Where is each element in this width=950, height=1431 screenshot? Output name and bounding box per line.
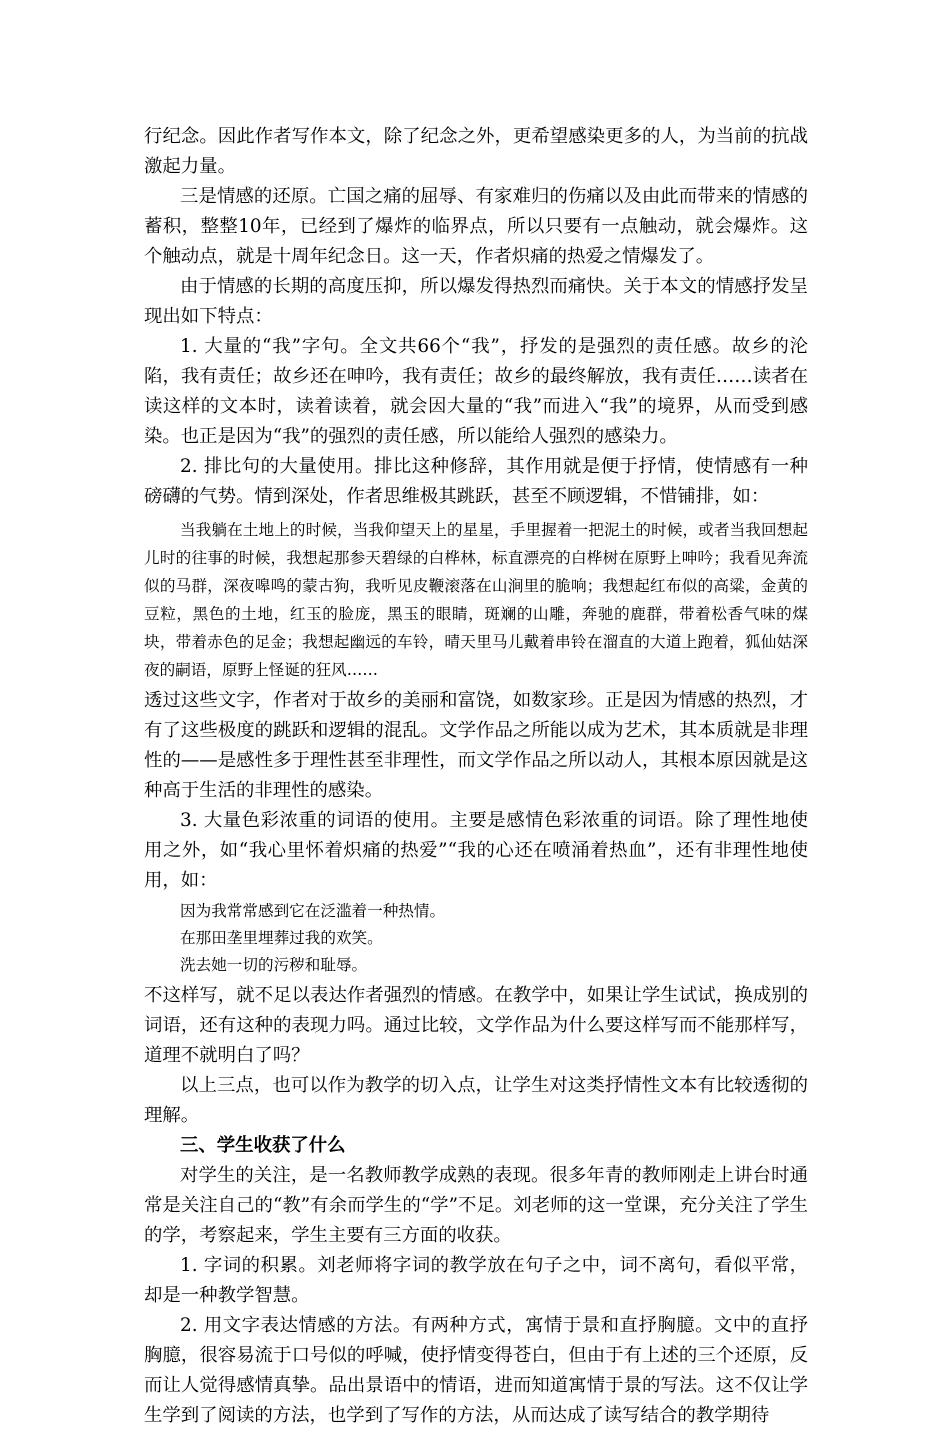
paragraph-2: 三是情感的还原。亡国之痛的屈辱、有家难归的伤痛以及由此而带来的情感的蓄积，整整10年，已经到了爆炸的临界点，所以只要有一点触动，就会爆炸。这个触动点，就是十周年纪念日。这一天，作者炽痛的热爱之情爆发了。 <box>144 186 808 267</box>
quote-line: 洗去她一切的污秽和耻辱。 <box>180 956 368 974</box>
quote-line: 因为我常常感到它在泛滥着一种热情。 <box>180 902 446 920</box>
paragraph-1: 行纪念。因此作者写作本文，除了纪念之外，更希望感染更多的人，为当前的抗战激起力量。 <box>144 126 808 177</box>
section-heading: 三、学生收获了什么 <box>180 1135 346 1156</box>
paragraph-4: 1. 大量的“我”字句。全文共66个“我”，抒发的是强烈的责任感。故乡的沦陷，我有责任；故乡还在呻吟，我有责任；故乡的最终解放，我有责任……读者在读这样的文本时，读着读着，就会因大量的“我”而进入“我”的境界，从而受到感染。也正是因为“我”的强烈的责任感，所以能给人强烈的感染力。 <box>144 336 808 447</box>
quote-block-2 <box>144 898 808 979</box>
paragraph-12: 2. 用文字表达情感的方法。有两种方式，寓情于景和直抒胸臆。文中的直抒胸臆，很容易流于口号似的呼喊，使抒情变得苍白，但由于有上述的三个还原，反而让人觉得感情真挚。品出景语中的情语，进而知道寓情于景的写法。这不仅让学生学到了阅读的方法，也学到了写作的方法，从而达成了读写结合的教学期待 <box>144 1315 808 1426</box>
paragraph-3: 由于情感的长期的高度压抑，所以爆发得热烈而痛快。关于本文的情感抒发呈现出如下特点： <box>144 276 808 327</box>
paragraph-11: 1. 字词的积累。刘老师将字词的教学放在句子之中，词不离句，看似平常，却是一种教学智慧。 <box>144 1255 808 1306</box>
paragraph-6: 透过这些文字，作者对于故乡的美丽和富饶，如数家珍。正是因为情感的热烈，才有了这些极度的跳跃和逻辑的混乱。文学作品之所能以成为艺术，其本质就是非理性的——是感性多于理性甚至非理性，而文学作品之所以动人，其根本原因就是这种高于生活的非理性的感染。 <box>144 690 808 801</box>
quote-line: 在那田垄里埋葬过我的欢笑。 <box>180 929 383 947</box>
paragraph-5: 2. 排比句的大量使用。排比这种修辞，其作用就是便于抒情，使情感有一种磅礴的气势。情到深处，作者思维极其跳跃，甚至不顾逻辑，不惜铺排，如： <box>144 456 808 507</box>
paragraph-8: 不这样写，就不足以表达作者强烈的情感。在教学中，如果让学生试试，换成别的词语，还有这种的表现力吗。通过比较，文学作品为什么要这样写而不能那样写，道理不就明白了吗？ <box>144 985 808 1066</box>
paragraph-10: 对学生的关注，是一名教师教学成熟的表现。很多年青的教师刚走上讲台时通常是关注自己的“教”有余而学生的“学”不足。刘老师的这一堂课，充分关注了学生的学，考察起来，学生主要有三方面的收获。 <box>144 1165 808 1246</box>
quote-block-1: 当我躺在土地上的时候，当我仰望天上的星星，手里握着一把泥土的时候，或者当我回想起儿时的往事的时候，我想起那参天碧绿的白桦林，标直漂亮的白桦树在原野上呻吟；我看见奔流似的马群，深夜嗥鸣的蒙古狗，我听见皮鞭滚落在山涧里的脆响；我想起红布似的高粱，金黄的豆粒，黑色的土地，红玉的脸庞，黑玉的眼睛，斑斓的山雕，奔驰的鹿群，带着松香气味的煤块，带着赤色的足金；我想起幽远的车铃，晴天里马儿戴着串铃在溜直的大道上跑着，狐仙姑深夜的嗣语，原野上怪诞的狂风…… <box>144 521 808 679</box>
paragraph-7: 3. 大量色彩浓重的词语的使用。主要是感情色彩浓重的词语。除了理性地使用之外，如“我心里怀着炽痛的热爱”“我的心还在喷涌着热血”，还有非理性地使用，如： <box>144 810 808 891</box>
paragraph-9: 以上三点，也可以作为教学的切入点，让学生对这类抒情性文本有比较透彻的理解。 <box>144 1075 808 1126</box>
document-page <box>144 122 808 1431</box>
